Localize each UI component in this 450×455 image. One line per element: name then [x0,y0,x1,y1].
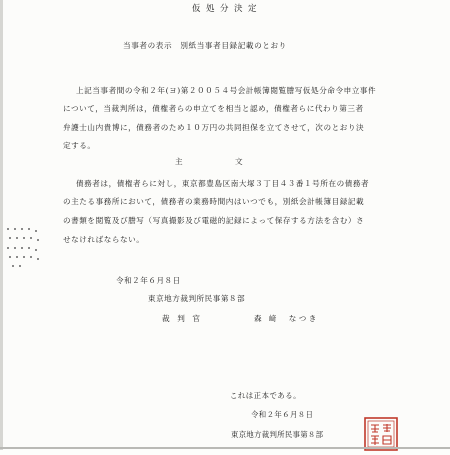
certification-court: 東京地方裁判所民事第８部 [231,430,324,439]
certification-date: 令和２年６月８日 [251,410,314,419]
intro-line: 弁護士山内貴博に，債務者のため１０万円の共同担保を立てさせて，次のとおり決 [63,123,365,132]
intro-line: について，当裁判所は，債権者らの申立てを相当と認め，債権者らに代わり第三者 [63,104,364,113]
judge-title: 裁 判 官 [162,314,203,323]
court-name: 東京地方裁判所民事第８部 [148,294,246,303]
section-heading-char: 文 [235,157,244,166]
intro-line: 定する。 [63,141,96,150]
order-line: の書類を閲覧及び謄写（写真撮影及び電磁的記録によって保存する方法を含む）さ [63,216,365,225]
document-title: 仮 処 分 決 定 [192,4,258,14]
section-heading-char: 主 [175,157,184,166]
court-seal-icon [362,415,402,455]
intro-line: 上記当事者間の令和２年(ヨ)第２００５４号会計帳簿閲覧謄写仮処分命令申立事件 [76,86,377,95]
order-line: せなければならない。 [63,235,145,244]
certification-text: これは正本である。 [230,391,302,400]
page-bottom-edge [0,447,450,449]
decision-date: 令和２年６月８日 [116,276,181,285]
judge-name: 森 﨑 なつき [254,314,319,323]
order-line: 債務者は，債権者らに対し，東京都豊島区南大塚３丁目４３番１号所在の債務者 [76,179,370,188]
binding-holes [4,226,44,270]
order-line: の主たる事務所において，債務者の業務時間内はいつでも，別紙会計帳簿目録記載 [63,197,365,206]
parties-line: 当事者の表示 別紙当事者目録記載のとおり [123,41,287,50]
page-edge [0,0,3,450]
section-heading [175,158,243,166]
